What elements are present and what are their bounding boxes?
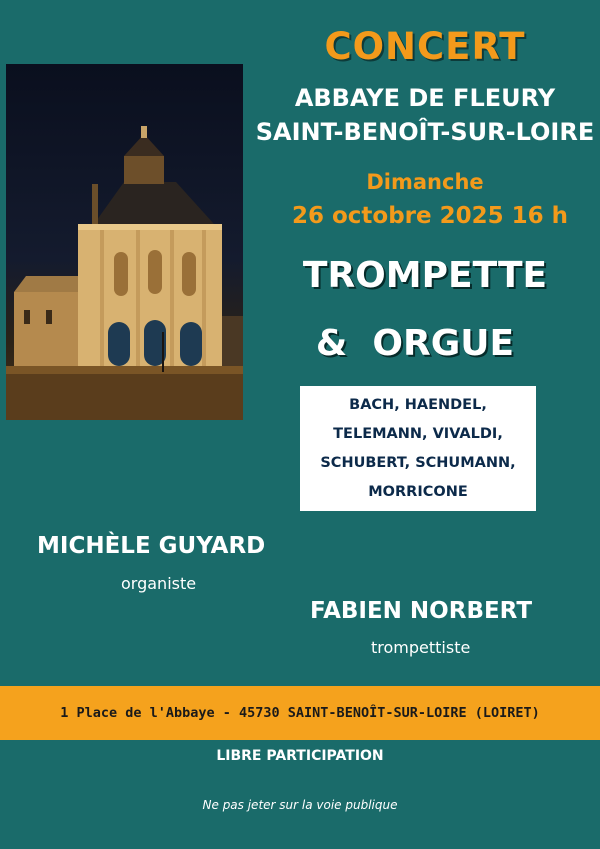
- trumpeter-role: trompettiste: [371, 638, 471, 657]
- address-banner: [0, 686, 600, 740]
- litter-disclaimer: Ne pas jeter sur la voie publique: [202, 798, 398, 812]
- venue-town: SAINT-BENOÎT-SUR-LOIRE: [255, 118, 595, 146]
- venue-name: ABBAYE DE FLEURY: [294, 84, 556, 112]
- composer-box: [300, 386, 536, 511]
- event-day: Dimanche: [366, 170, 484, 194]
- organist-role: organiste: [121, 574, 197, 593]
- composer-line: SCHUBERT, SCHUMANN,: [320, 454, 516, 471]
- composer-line: BACH, HAENDEL,: [349, 396, 487, 413]
- venue-address: 1 Place de l'Abbaye - 45730 SAINT-BENOÎT-SUR-LOIRE (LOIRET): [60, 705, 540, 721]
- composer-line: TELEMANN, VIVALDI,: [333, 425, 503, 442]
- instrument-organ: & ORGUE: [315, 323, 515, 364]
- abbey-illustration: [6, 64, 243, 420]
- trumpeter-name: FABIEN NORBERT: [310, 598, 533, 624]
- composer-line: MORRICONE: [368, 483, 468, 500]
- abbey-night-photo: [6, 64, 243, 420]
- event-date-time: 26 octobre 2025 16 h: [291, 203, 569, 229]
- admission-note: LIBRE PARTICIPATION: [216, 748, 384, 764]
- organist-name: MICHÈLE GUYARD: [37, 533, 266, 559]
- instrument-trumpet: TROMPETTE: [302, 255, 548, 296]
- concert-title: CONCERT: [324, 25, 526, 68]
